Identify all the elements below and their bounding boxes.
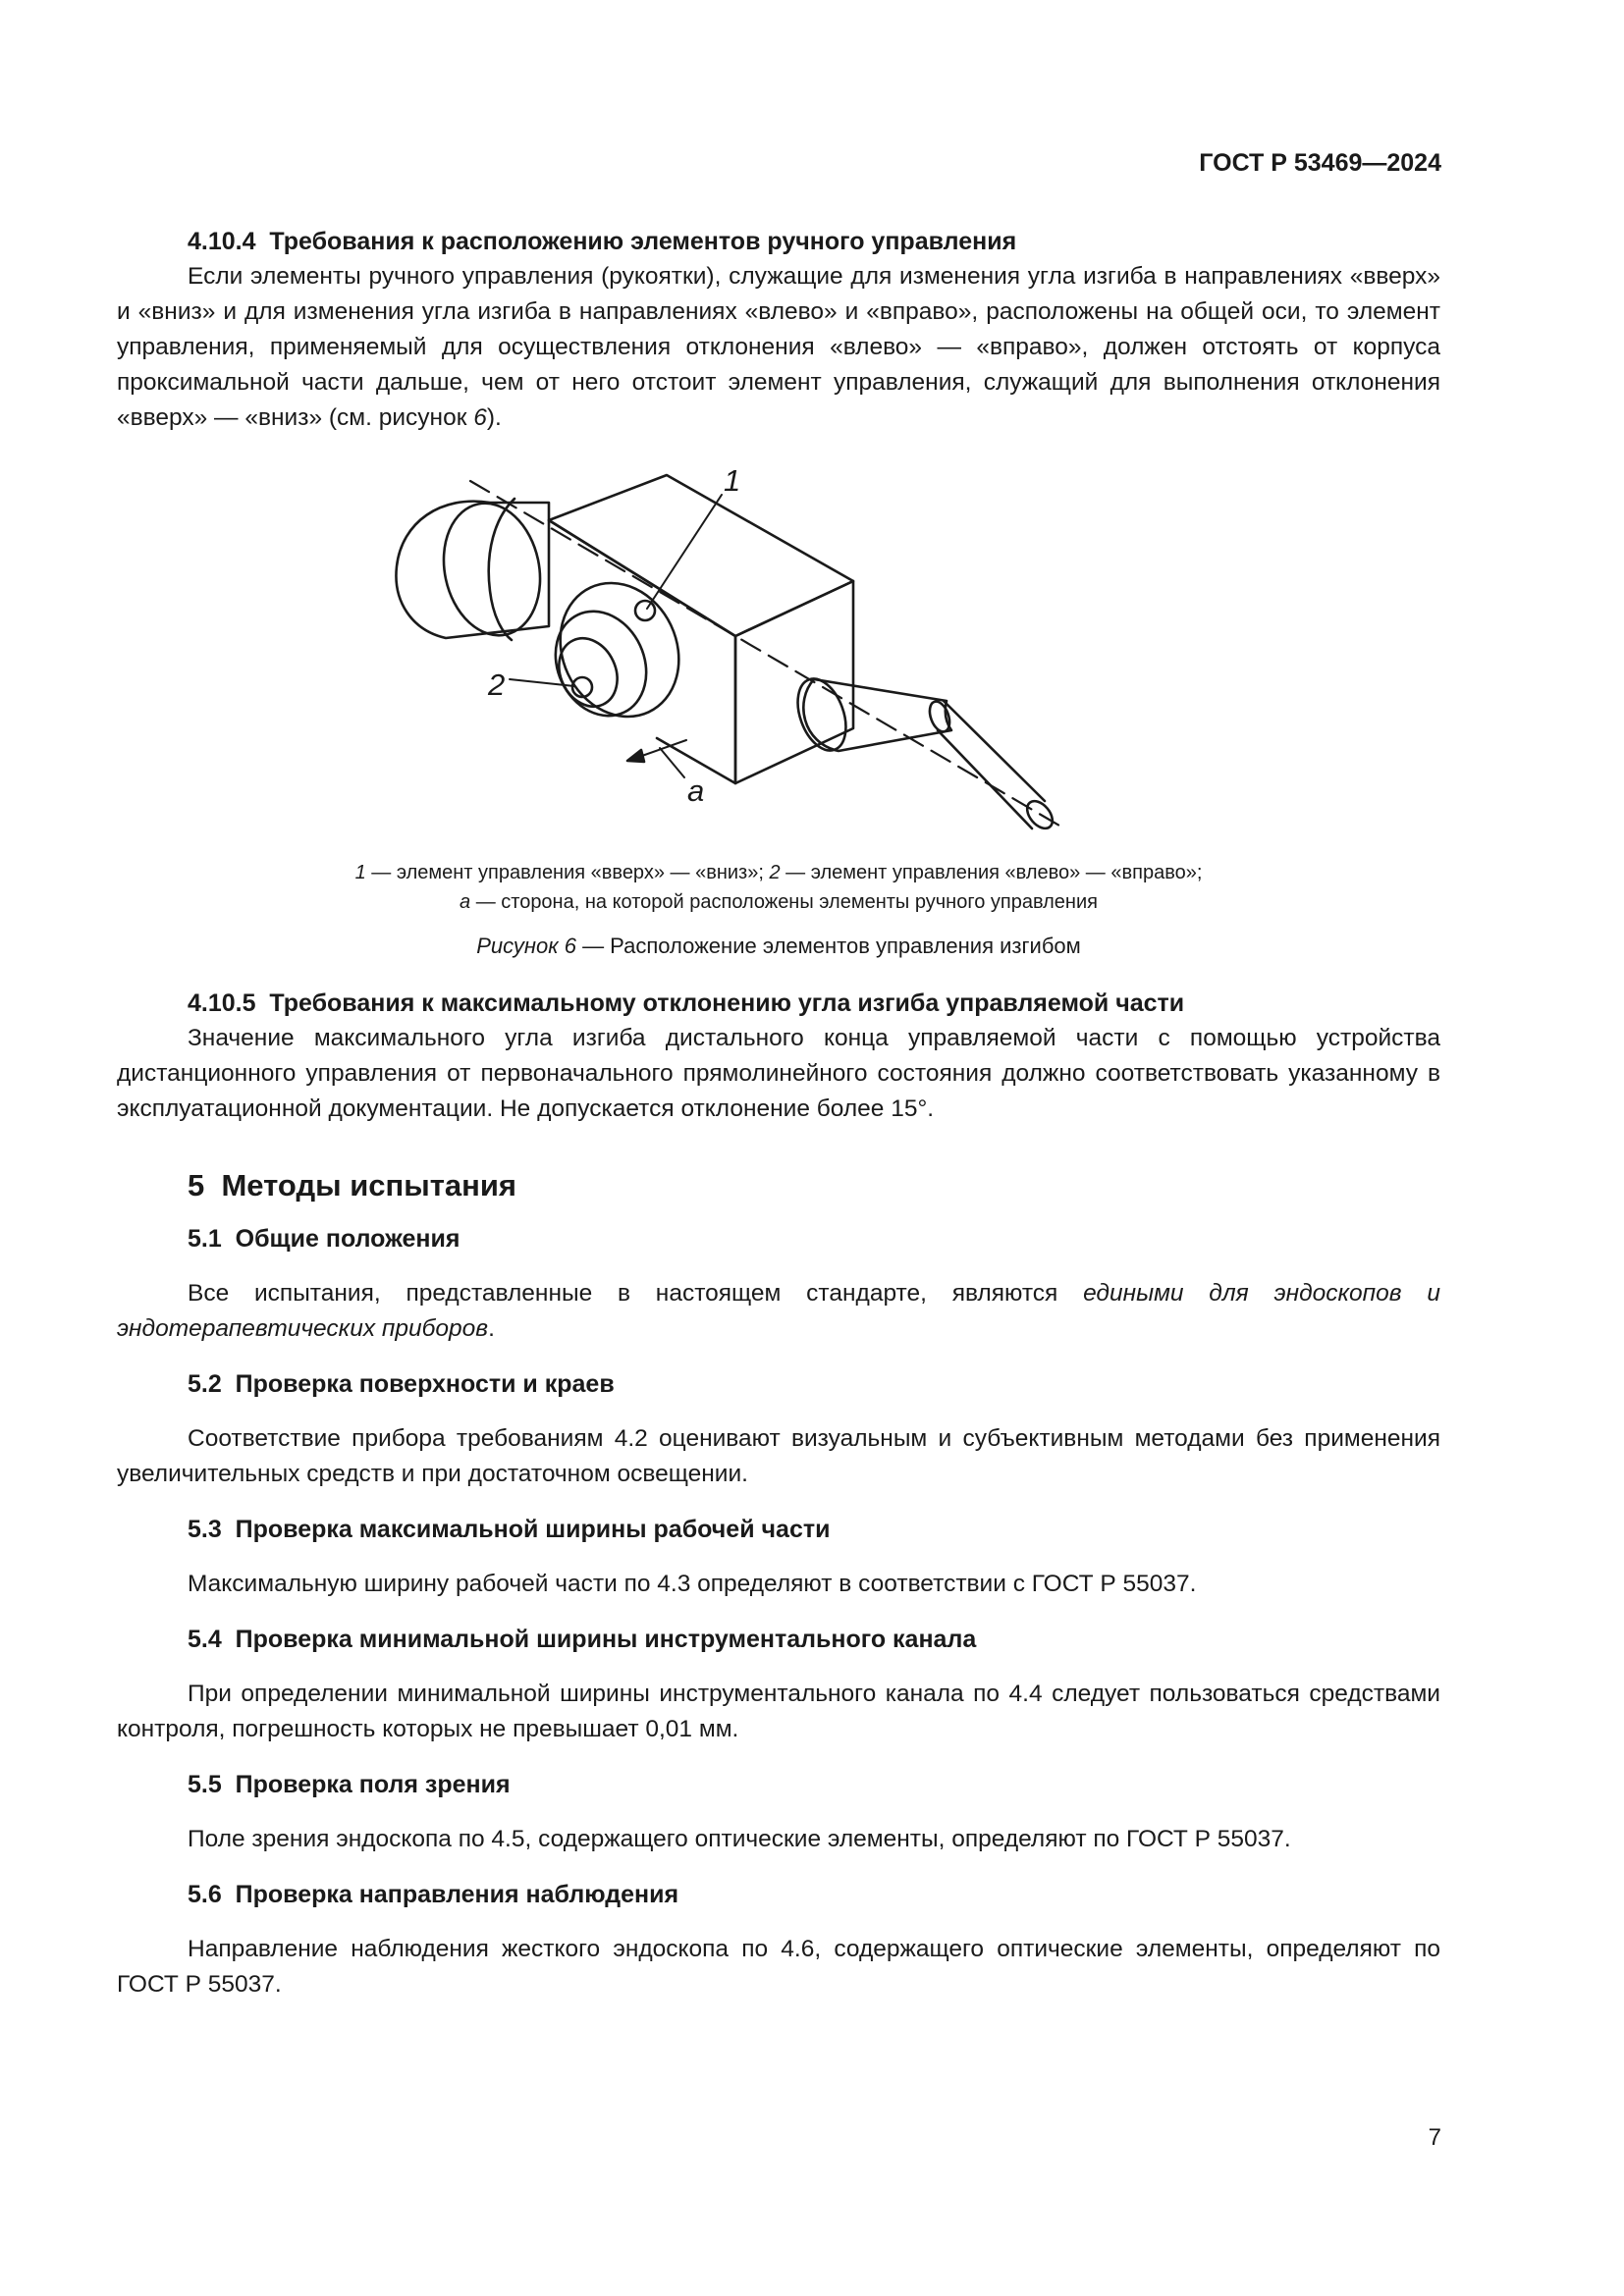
paragraph-5-4: При определении минимальной ширины инструментального канала по 4.4 следует пользоваться средствами контроля, погрешность которых не превышает 0,01 мм.	[117, 1681, 1440, 1742]
caption-text: — Расположение элементов управления изгибом	[575, 934, 1081, 958]
figure-legend	[117, 858, 1440, 917]
section-title: Методы испытания	[221, 1168, 516, 1202]
document-code: ГОСТ Р 53469—2024	[1199, 149, 1441, 177]
heading-5-4	[188, 1622, 1440, 1657]
figure-reference: 6	[473, 404, 487, 431]
figure-6	[117, 444, 1440, 836]
rear-cylinder-ring	[489, 499, 514, 640]
paragraph-5-2: Соответствие прибора требованиям 4.2 оценивают визуальным и субъективным методами без применения увеличительных средств и при достаточном освещении.	[117, 1425, 1440, 1487]
paragraph-italic: едиными для эндоскопов и эндотерапевтических приборов	[117, 1280, 1440, 1342]
legend-line-2	[117, 887, 1440, 917]
shaft-ring	[926, 699, 953, 734]
legend-key-a: а	[460, 891, 471, 913]
caption-label: Рисунок 6	[476, 934, 576, 958]
rear-cylinder-face	[432, 495, 552, 645]
leader-1	[647, 495, 722, 609]
legend-text-a: — сторона, на которой расположены элементы ручного управления	[470, 891, 1098, 913]
section-title: Проверка максимальной ширины рабочей части	[235, 1516, 831, 1543]
paragraph-5-6: Направление наблюдения жесткого эндоскопа по 4.6, содержащего оптические элементы, определяют по ГОСТ Р 55037.	[117, 1936, 1440, 1998]
legend-line-1	[117, 858, 1440, 887]
section-number: 5	[188, 1168, 205, 1202]
legend-text-2: — элемент управления «влево» — «вправо»;	[780, 862, 1203, 883]
shaft	[938, 701, 1045, 828]
direction-arrow-head	[627, 750, 644, 762]
heading-5-3	[188, 1512, 1440, 1547]
section-title: Проверка направления наблюдения	[235, 1881, 679, 1908]
rear-cylinder	[396, 502, 549, 638]
heading-5-5	[188, 1767, 1440, 1802]
paragraph-4-10-4	[117, 259, 1440, 436]
section-title: Требования к расположению элементов ручного управления	[269, 228, 1017, 255]
section-title: Общие положения	[235, 1225, 460, 1253]
section-number: 4.10.5	[188, 989, 256, 1017]
leader-2	[510, 679, 574, 686]
paragraph-text: Если элементы ручного управления (рукоятки), служащие для изменения угла изгиба в направлениях «вверх» и «вниз» и для изменения угла изгиба в направлениях «влево» и «вправо», расположены на общей оси, то элемент управления, применяемый для осуществления отклонения «влево» — «вправо», должен отстоять от корпуса проксимальной части дальше, чем от него отстоит элемент управления, служащий для выполнения отклонения «вверх» — «вниз» (см. рисунок	[117, 263, 1440, 431]
section-title: Проверка поля зрения	[235, 1771, 511, 1798]
section-number: 5.5	[188, 1771, 222, 1798]
paragraph-text-end: ).	[486, 404, 502, 431]
section-title: Проверка минимальной ширины инструментального канала	[235, 1626, 977, 1653]
paragraph-5-3: Максимальную ширину рабочей части по 4.3 определяют в соответствии с ГОСТ Р 55037.	[188, 1571, 1197, 1597]
section-title: Проверка поверхности и краев	[235, 1370, 615, 1398]
heading-5-2	[188, 1366, 1440, 1402]
page-number: 7	[1428, 2124, 1441, 2151]
section-number: 5.3	[188, 1516, 222, 1543]
heading-5-1	[188, 1221, 1440, 1256]
section-number: 4.10.4	[188, 228, 256, 255]
endoscope-control-drawing	[117, 444, 1440, 836]
figure-caption	[117, 931, 1440, 962]
paragraph-text: Все испытания, представленные в настоящем стандарте, являются	[188, 1280, 1084, 1307]
section-number: 5.4	[188, 1626, 222, 1653]
callout-1-label: 1	[724, 463, 741, 498]
section-number: 5.6	[188, 1881, 222, 1908]
callout-a-label: a	[687, 774, 705, 808]
legend-key-1: 1	[354, 862, 366, 883]
paragraph-5-1	[117, 1276, 1440, 1347]
control-element-1	[635, 601, 655, 620]
section-number: 5.1	[188, 1225, 222, 1253]
page-content	[117, 224, 1440, 2002]
section-number: 5.2	[188, 1370, 222, 1398]
heading-5	[188, 1164, 1440, 1207]
paragraph-4-10-5: Значение максимального угла изгиба дистального конца управляемой части с помощью устройства дистанционного управления от первоначального прямолинейного состояния должно соответствовать указанному в эксплуатационной документации. Не допускается отклонение более 15°.	[117, 1025, 1440, 1122]
callout-2-label: 2	[488, 667, 506, 702]
heading-4-10-5	[188, 986, 1440, 1021]
legend-text-1: — элемент управления «вверх» — «вниз»;	[365, 862, 770, 883]
section-title: Требования к максимальному отклонению угла изгиба управляемой части	[269, 989, 1185, 1017]
paragraph-5-5: Поле зрения эндоскопа по 4.5, содержащего оптические элементы, определяют по ГОСТ Р 55037.	[188, 1826, 1291, 1852]
paragraph-text-end: .	[488, 1315, 495, 1342]
heading-5-6	[188, 1877, 1440, 1912]
heading-4-10-4	[188, 224, 1440, 259]
legend-key-2: 2	[769, 862, 781, 883]
